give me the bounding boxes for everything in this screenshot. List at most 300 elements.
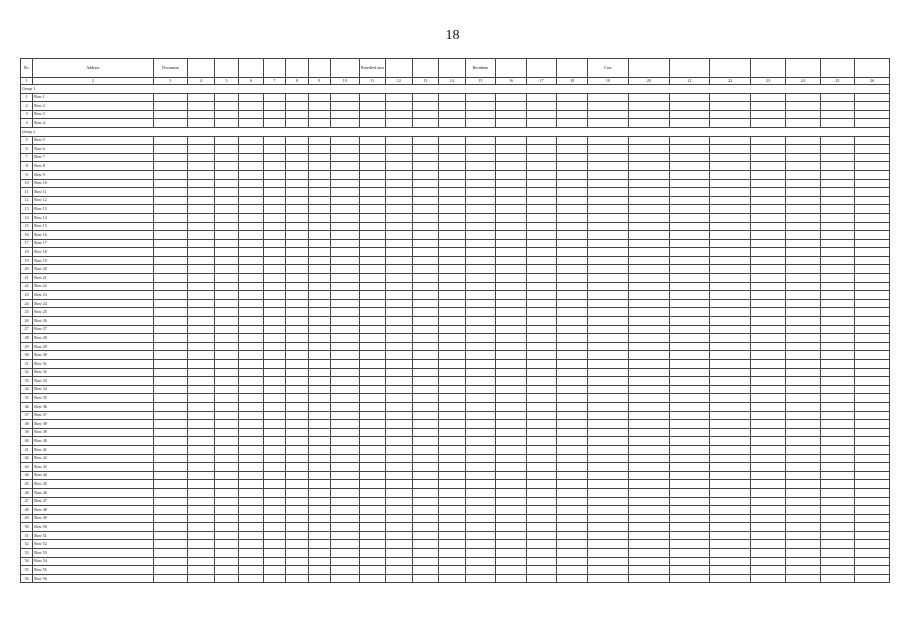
- table-cell: 49: [21, 514, 33, 523]
- column-header: Document: [153, 59, 188, 78]
- table-cell: [263, 471, 285, 480]
- table-cell: [855, 488, 890, 497]
- table-cell: [153, 420, 188, 429]
- table-cell: [465, 566, 496, 575]
- table-cell: [855, 514, 890, 523]
- table-cell: [465, 514, 496, 523]
- table-cell: [412, 205, 439, 214]
- table-cell: [308, 317, 330, 326]
- table-cell: [628, 291, 669, 300]
- table-cell: [855, 497, 890, 506]
- table-cell: 34: [21, 385, 33, 394]
- table-cell: [628, 566, 669, 575]
- table-cell: Row 52: [33, 540, 153, 549]
- table-cell: [239, 497, 263, 506]
- table-cell: 7: [21, 153, 33, 162]
- table-cell: [412, 454, 439, 463]
- table-cell: [785, 514, 820, 523]
- table-cell: [785, 523, 820, 532]
- table-cell: [359, 360, 386, 369]
- table-cell: [153, 514, 188, 523]
- table-cell: [439, 557, 466, 566]
- table-cell: [331, 549, 360, 558]
- table-cell: [751, 274, 786, 283]
- table-cell: [331, 110, 360, 119]
- table-cell: [628, 480, 669, 489]
- table-cell: [628, 523, 669, 532]
- table-cell: [751, 205, 786, 214]
- table-cell: Row 54: [33, 557, 153, 566]
- table-cell: [526, 265, 557, 274]
- table-cell: [239, 205, 263, 214]
- table-cell: [557, 162, 588, 171]
- table-cell: [263, 523, 285, 532]
- table-cell: [239, 239, 263, 248]
- table-cell: [188, 93, 215, 102]
- table-cell: [331, 566, 360, 575]
- column-header: Residents: [465, 59, 496, 78]
- table-cell: [710, 445, 751, 454]
- table-cell: [188, 317, 215, 326]
- table-cell: [820, 497, 855, 506]
- table-cell: [557, 531, 588, 540]
- table-cell: [359, 256, 386, 265]
- table-cell: [153, 291, 188, 300]
- table-cell: 26: [21, 317, 33, 326]
- table-cell: [359, 463, 386, 472]
- column-number-row: [21, 78, 890, 85]
- table-cell: [286, 162, 308, 171]
- table-cell: [188, 557, 215, 566]
- table-cell: [465, 188, 496, 197]
- table-cell: [188, 231, 215, 240]
- table-cell: [239, 523, 263, 532]
- table-cell: [526, 557, 557, 566]
- table-cell: [286, 540, 308, 549]
- table-cell: [359, 205, 386, 214]
- table-cell: [526, 566, 557, 575]
- table-cell: [526, 480, 557, 489]
- table-cell: [855, 188, 890, 197]
- table-cell: [710, 325, 751, 334]
- table-cell: [820, 110, 855, 119]
- table-cell: [526, 497, 557, 506]
- table-row: [21, 308, 890, 317]
- table-cell: 22: [21, 282, 33, 291]
- table-cell: [412, 170, 439, 179]
- column-header: Resettled area: [359, 59, 386, 78]
- table-cell: [286, 360, 308, 369]
- column-number: 7: [263, 78, 285, 85]
- table-cell: Row 8: [33, 162, 153, 171]
- table-cell: [588, 471, 629, 480]
- table-cell: [386, 377, 413, 386]
- table-cell: [496, 93, 527, 102]
- table-cell: [308, 110, 330, 119]
- table-cell: [153, 394, 188, 403]
- table-cell: [557, 213, 588, 222]
- table-cell: [214, 420, 238, 429]
- table-cell: [588, 265, 629, 274]
- table-cell: [386, 385, 413, 394]
- table-cell: [628, 93, 669, 102]
- table-cell: [710, 566, 751, 575]
- table-cell: [188, 145, 215, 154]
- table-cell: [188, 239, 215, 248]
- table-cell: [359, 110, 386, 119]
- table-cell: [359, 119, 386, 128]
- table-cell: [465, 394, 496, 403]
- table-row: [21, 222, 890, 231]
- table-cell: [751, 291, 786, 300]
- table-cell: Row 5: [33, 136, 153, 145]
- table-cell: [669, 540, 710, 549]
- table-cell: [412, 420, 439, 429]
- column-number: 13: [412, 78, 439, 85]
- table-cell: [820, 445, 855, 454]
- table-cell: Row 50: [33, 523, 153, 532]
- table-cell: [386, 179, 413, 188]
- table-cell: [188, 325, 215, 334]
- table-cell: [526, 213, 557, 222]
- table-cell: [439, 231, 466, 240]
- table-cell: [496, 299, 527, 308]
- table-cell: [465, 428, 496, 437]
- table-cell: [386, 557, 413, 566]
- table-cell: [188, 334, 215, 343]
- table-cell: [465, 274, 496, 283]
- table-cell: 2: [21, 102, 33, 111]
- table-cell: [439, 549, 466, 558]
- table-cell: Row 35: [33, 394, 153, 403]
- column-header: [188, 59, 215, 78]
- table-cell: [239, 506, 263, 515]
- table-cell: [496, 325, 527, 334]
- table-cell: [359, 377, 386, 386]
- table-cell: [669, 179, 710, 188]
- table-cell: [785, 136, 820, 145]
- table-cell: [785, 549, 820, 558]
- table-cell: [628, 394, 669, 403]
- table-cell: [386, 153, 413, 162]
- table-cell: [557, 445, 588, 454]
- table-cell: [188, 188, 215, 197]
- table-cell: [331, 411, 360, 420]
- table-cell: [239, 119, 263, 128]
- table-cell: [214, 188, 238, 197]
- table-cell: [751, 334, 786, 343]
- table-cell: [669, 523, 710, 532]
- table-cell: 25: [21, 308, 33, 317]
- table-cell: [465, 239, 496, 248]
- table-cell: [153, 488, 188, 497]
- table-cell: 55: [21, 566, 33, 575]
- table-cell: [785, 256, 820, 265]
- table-cell: [710, 506, 751, 515]
- table-cell: [820, 428, 855, 437]
- column-number: 12: [386, 78, 413, 85]
- table-cell: [628, 428, 669, 437]
- table-cell: [557, 325, 588, 334]
- table-cell: [785, 540, 820, 549]
- table-cell: [628, 299, 669, 308]
- table-cell: [239, 463, 263, 472]
- table-cell: [188, 394, 215, 403]
- table-cell: [412, 540, 439, 549]
- table-cell: 53: [21, 549, 33, 558]
- table-cell: [669, 282, 710, 291]
- table-cell: [496, 454, 527, 463]
- table-cell: [153, 265, 188, 274]
- table-cell: [496, 514, 527, 523]
- table-cell: [308, 557, 330, 566]
- table-cell: [820, 566, 855, 575]
- table-row: [21, 402, 890, 411]
- table-cell: 33: [21, 377, 33, 386]
- table-cell: [526, 385, 557, 394]
- column-number: 6: [239, 78, 263, 85]
- table-cell: [188, 411, 215, 420]
- table-cell: [359, 385, 386, 394]
- table-cell: [412, 136, 439, 145]
- column-header: [239, 59, 263, 78]
- table-cell: [557, 480, 588, 489]
- table-cell: [751, 402, 786, 411]
- table-cell: [308, 377, 330, 386]
- table-row: [21, 299, 890, 308]
- table-cell: [308, 162, 330, 171]
- table-cell: [785, 110, 820, 119]
- table-cell: [628, 540, 669, 549]
- table-cell: [263, 463, 285, 472]
- table-cell: [855, 411, 890, 420]
- table-cell: [331, 170, 360, 179]
- table-cell: [412, 411, 439, 420]
- table-cell: [263, 291, 285, 300]
- table-cell: [557, 420, 588, 429]
- table-cell: [710, 213, 751, 222]
- table-cell: 9: [21, 170, 33, 179]
- table-cell: [465, 574, 496, 583]
- table-cell: [359, 523, 386, 532]
- table-cell: [386, 411, 413, 420]
- table-cell: [308, 153, 330, 162]
- table-cell: [263, 360, 285, 369]
- table-cell: [153, 299, 188, 308]
- table-cell: [526, 188, 557, 197]
- table-cell: [331, 196, 360, 205]
- column-number: 11: [359, 78, 386, 85]
- table-cell: 51: [21, 531, 33, 540]
- table-row: [21, 368, 890, 377]
- table-cell: [710, 471, 751, 480]
- table-cell: [263, 102, 285, 111]
- table-cell: [286, 463, 308, 472]
- column-header: [439, 59, 466, 78]
- table-cell: [386, 428, 413, 437]
- table-cell: [308, 360, 330, 369]
- table-cell: [331, 394, 360, 403]
- table-cell: [628, 454, 669, 463]
- table-cell: [669, 136, 710, 145]
- table-cell: [496, 463, 527, 472]
- table-cell: [439, 196, 466, 205]
- table-cell: [153, 308, 188, 317]
- table-cell: [751, 145, 786, 154]
- table-cell: [412, 256, 439, 265]
- table-cell: [710, 351, 751, 360]
- table-cell: [263, 574, 285, 583]
- table-cell: [496, 265, 527, 274]
- table-cell: [188, 196, 215, 205]
- table-cell: [239, 420, 263, 429]
- table-cell: [214, 196, 238, 205]
- table-cell: [496, 170, 527, 179]
- table-cell: [188, 162, 215, 171]
- table-cell: [439, 334, 466, 343]
- table-cell: [286, 308, 308, 317]
- table-cell: [588, 523, 629, 532]
- table-cell: [153, 506, 188, 515]
- table-cell: [465, 368, 496, 377]
- table-cell: 16: [21, 231, 33, 240]
- table-cell: [710, 454, 751, 463]
- table-cell: [188, 282, 215, 291]
- table-cell: [412, 428, 439, 437]
- table-cell: [785, 377, 820, 386]
- table-cell: [628, 351, 669, 360]
- column-number: 18: [557, 78, 588, 85]
- table-cell: [386, 540, 413, 549]
- table-cell: [263, 231, 285, 240]
- table-cell: [188, 480, 215, 489]
- table-row: [21, 497, 890, 506]
- table-cell: [386, 239, 413, 248]
- table-cell: Row 16: [33, 231, 153, 240]
- table-cell: Row 49: [33, 514, 153, 523]
- table-row: [21, 471, 890, 480]
- table-cell: Row 29: [33, 342, 153, 351]
- group-row: [21, 127, 890, 136]
- table-cell: [331, 342, 360, 351]
- column-number: 8: [286, 78, 308, 85]
- table-cell: [239, 394, 263, 403]
- table-cell: [214, 360, 238, 369]
- table-row: [21, 205, 890, 214]
- table-cell: [557, 497, 588, 506]
- table-cell: [263, 428, 285, 437]
- table-cell: [386, 488, 413, 497]
- table-cell: [785, 170, 820, 179]
- table-cell: [526, 394, 557, 403]
- table-cell: [669, 471, 710, 480]
- table-cell: [412, 437, 439, 446]
- table-cell: [710, 463, 751, 472]
- table-row: [21, 463, 890, 472]
- table-cell: [439, 170, 466, 179]
- table-cell: [496, 566, 527, 575]
- table-cell: [412, 463, 439, 472]
- table-cell: [439, 213, 466, 222]
- table-cell: [465, 437, 496, 446]
- table-cell: [439, 351, 466, 360]
- table-cell: [286, 420, 308, 429]
- table-cell: [239, 274, 263, 283]
- table-cell: [239, 368, 263, 377]
- table-cell: [439, 239, 466, 248]
- table-cell: [412, 325, 439, 334]
- table-cell: [286, 222, 308, 231]
- table-cell: [855, 265, 890, 274]
- table-cell: [286, 506, 308, 515]
- table-cell: [359, 213, 386, 222]
- table-cell: [359, 531, 386, 540]
- table-cell: [359, 188, 386, 197]
- table-cell: [820, 274, 855, 283]
- table-cell: [855, 93, 890, 102]
- table-cell: [286, 445, 308, 454]
- table-cell: [308, 282, 330, 291]
- table-cell: [359, 549, 386, 558]
- table-cell: [526, 162, 557, 171]
- table-cell: [412, 179, 439, 188]
- table-cell: [153, 222, 188, 231]
- group-label: Group 2: [21, 127, 890, 136]
- table-cell: [386, 549, 413, 558]
- column-number: 19: [588, 78, 629, 85]
- table-cell: [628, 222, 669, 231]
- table-cell: [153, 153, 188, 162]
- table-cell: [588, 162, 629, 171]
- table-cell: [855, 566, 890, 575]
- table-cell: [465, 179, 496, 188]
- table-cell: [439, 480, 466, 489]
- table-cell: [751, 454, 786, 463]
- table-cell: 5: [21, 136, 33, 145]
- table-cell: [820, 549, 855, 558]
- table-cell: [669, 231, 710, 240]
- table-cell: [820, 385, 855, 394]
- table-cell: [188, 222, 215, 231]
- table-cell: [588, 566, 629, 575]
- table-row: [21, 454, 890, 463]
- table-cell: [439, 394, 466, 403]
- table-cell: [496, 188, 527, 197]
- table-cell: [588, 170, 629, 179]
- table-cell: [465, 162, 496, 171]
- table-cell: [308, 445, 330, 454]
- table-cell: [855, 299, 890, 308]
- table-cell: [855, 196, 890, 205]
- table-cell: [153, 170, 188, 179]
- table-cell: [439, 93, 466, 102]
- column-number: 21: [669, 78, 710, 85]
- table-cell: [439, 437, 466, 446]
- table-cell: [669, 299, 710, 308]
- table-cell: [669, 411, 710, 420]
- table-cell: [465, 360, 496, 369]
- table-cell: [496, 351, 527, 360]
- table-cell: [669, 454, 710, 463]
- table-cell: [286, 368, 308, 377]
- table-cell: [557, 385, 588, 394]
- table-cell: [239, 351, 263, 360]
- table-cell: [496, 162, 527, 171]
- table-cell: [153, 351, 188, 360]
- table-cell: [751, 188, 786, 197]
- table-cell: [710, 334, 751, 343]
- table-cell: [286, 93, 308, 102]
